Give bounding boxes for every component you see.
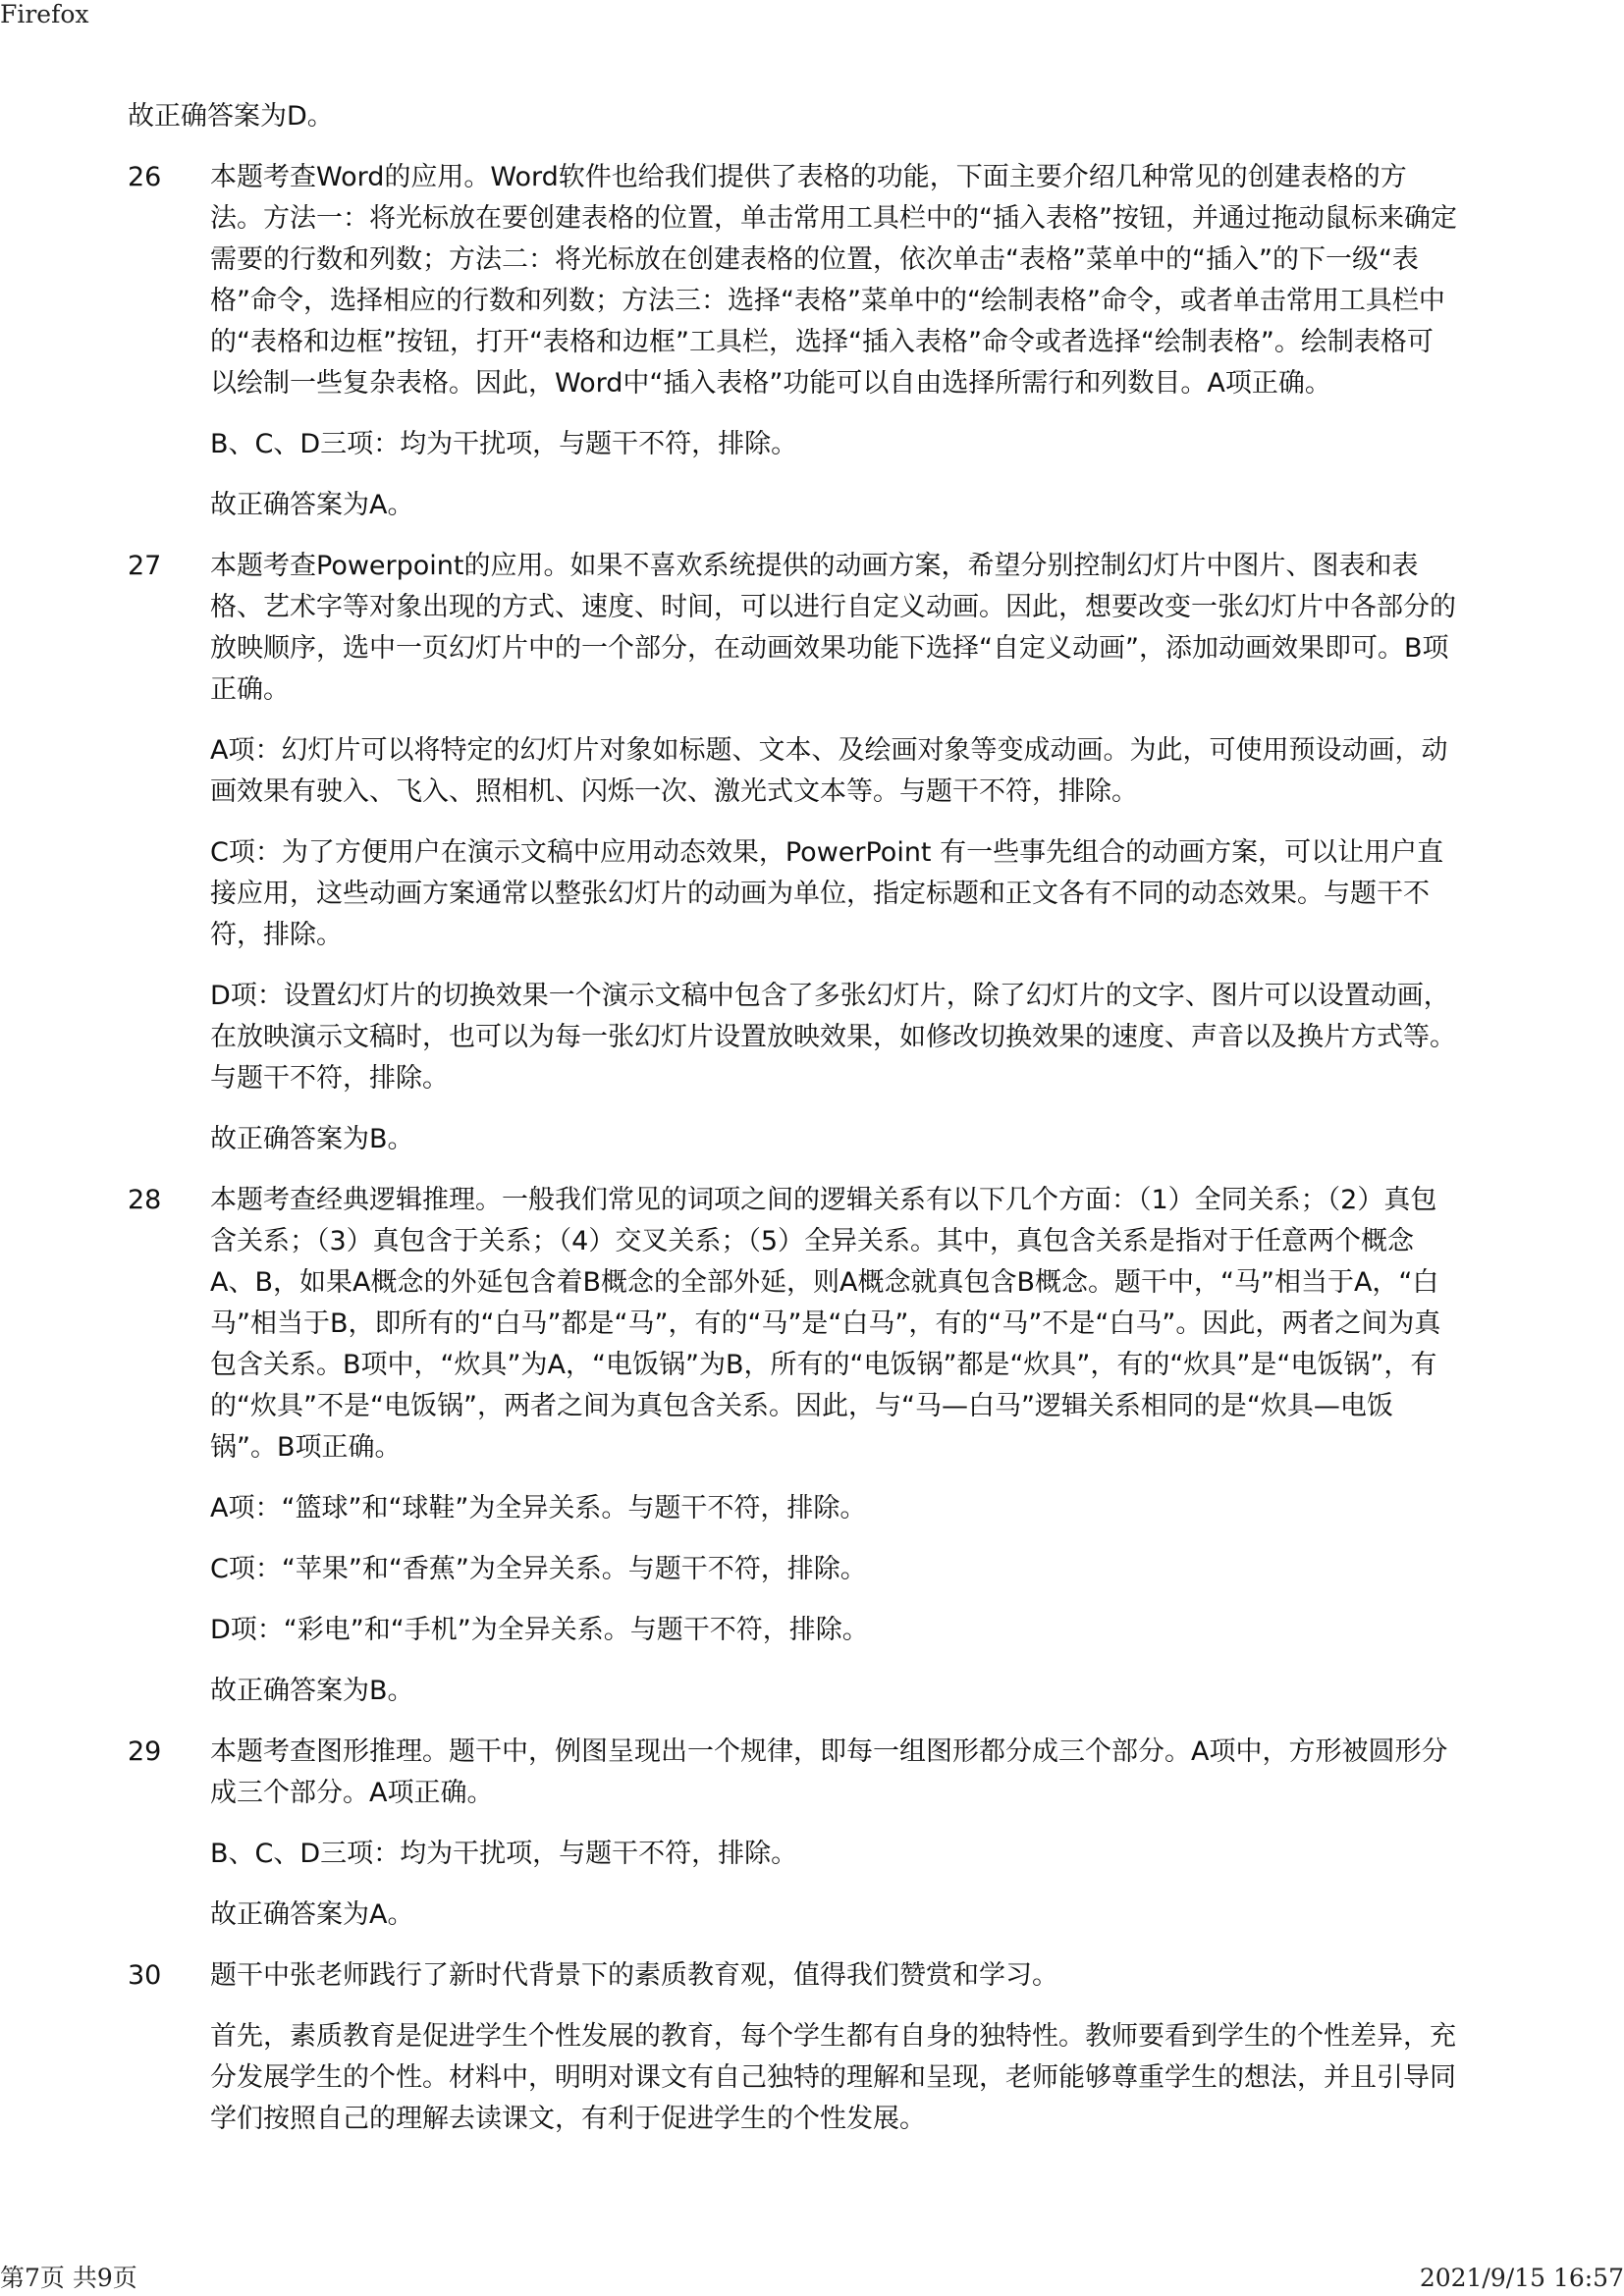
question-text: 本题考查Powerpoint的应用。如果不喜欢系统提供的动画方案，希望分别控制幻灯片中图片、图表和表格、艺术字等对象出现的方式、速度、时间，可以进行自定义动画。因此，想要改变一张幻灯片中各部分的放映顺序，选中一页幻灯片中的一个部分，在动画效果功能下选择“自定义动画”，添加动画效果即可。B项正确。 xyxy=(210,551,1456,705)
document-body xyxy=(128,96,1458,2160)
option-bcd: B、C、D三项：均为干扰项，与题干不符，排除。 xyxy=(210,1839,798,1869)
question-text: 题干中张老师践行了新时代背景下的素质教育观，值得我们赞赏和学习。 xyxy=(210,1960,1058,1991)
answer-line: 故正确答案为B。 xyxy=(210,1124,414,1154)
question-26 xyxy=(128,157,1458,404)
question-30 xyxy=(128,1955,1458,1997)
question-text: 本题考查经典逻辑推理。一般我们常见的词项之间的逻辑关系有以下几个方面：（1）全同关系；（2）真包含关系；（3）真包含于关系；（4）交叉关系；（5）全异关系。其中，真包含关系是指对于任意两个概念A、B，如果A概念的外延包含着B概念的全部外延，则A概念就真包含B概念。题干中，“马”相当于A，“白马”相当于B，即所有的“白马”都是“马”，有的“马”是“白马”，有的“马”不是“白马”。因此，两者之间为真包含关系。B项中，“炊具”为A，“电饭锅”为B，所有的“电饭锅”都是“炊具”，有的“炊具”是“电饭锅”，有的“炊具”不是“电饭锅”，两者之间为真包含关系。因此，与“马—白马”逻辑关系相同的是“炊具—电饭锅”。B项正确。 xyxy=(210,1185,1441,1463)
question-text: 本题考查Word的应用。Word软件也给我们提供了表格的功能，下面主要介绍几种常见的创建表格的方法。方法一：将光标放在要创建表格的位置，单击常用工具栏中的“插入表格”按钮，并通过拖动鼠标来确定需要的行数和列数；方法二：将光标放在创建表格的位置，依次单击“表格”菜单中的“插入”的下一级“表格”命令，选择相应的行数和列数；方法三：选择“表格”菜单中的“绘制表格”命令，或者单击常用工具栏中的“表格和边框”按钮，打开“表格和边框”工具栏，选择“插入表格”命令或者选择“绘制表格”。绘制表格可以绘制一些复杂表格。因此，Word中“插入表格”功能可以自由选择所需行和列数目。A项正确。 xyxy=(210,162,1457,399)
answer-line: 故正确答案为A。 xyxy=(210,490,414,520)
option-d: D项：“彩电”和“手机”为全异关系。与题干不符，排除。 xyxy=(210,1615,869,1645)
intro-answer: 故正确答案为D。 xyxy=(128,101,334,132)
question-number: 27 xyxy=(128,551,162,581)
option-d: D项：设置幻灯片的切换效果一个演示文稿中包含了多张幻灯片，除了幻灯片的文字、图片可以设置动画，在放映演示文稿时，也可以为每一张幻灯片设置放映效果，如修改切换效果的速度、声音以及换片方式等。与题干不符，排除。 xyxy=(210,981,1456,1094)
question-number: 29 xyxy=(128,1736,162,1767)
option-c: C项：为了方便用户在演示文稿中应用动态效果，PowerPoint 有一些事先组合的动画方案，可以让用户直接应用，这些动画方案通常以整张幻灯片的动画为单位，指定标题和正文各有不同的动态效果。与题干不符，排除。 xyxy=(210,837,1444,950)
option-a: A项：幻灯片可以将特定的幻灯片对象如标题、文本、及绘画对象等变成动画。为此，可使用预设动画，动画效果有驶入、飞入、照相机、闪烁一次、激光式文本等。与题干不符，排除。 xyxy=(210,735,1448,807)
question-27 xyxy=(128,546,1458,711)
option-bcd: B、C、D三项：均为干扰项，与题干不符，排除。 xyxy=(210,429,798,459)
question-number: 30 xyxy=(128,1960,162,1991)
analysis-paragraph: 首先，素质教育是促进学生个性发展的教育，每个学生都有自身的独特性。教师要看到学生的个性差异，充分发展学生的个性。材料中，明明对课文有自己独特的理解和呈现，老师能够尊重学生的想法，并且引导同学们按照自己的理解去读课文，有利于促进学生的个性发展。 xyxy=(210,2021,1456,2134)
answer-line: 故正确答案为A。 xyxy=(210,1899,414,1930)
question-29 xyxy=(128,1732,1458,1814)
question-number: 26 xyxy=(128,162,162,192)
print-header-browser: Firefox xyxy=(0,0,89,28)
question-number: 28 xyxy=(128,1185,162,1215)
question-28 xyxy=(128,1180,1458,1468)
option-a: A项：“篮球”和“球鞋”为全异关系。与题干不符，排除。 xyxy=(210,1493,867,1523)
answer-line: 故正确答案为B。 xyxy=(210,1676,414,1706)
question-text: 本题考查图形推理。题干中，例图呈现出一个规律，即每一组图形都分成三个部分。A项中，方形被圆形分成三个部分。A项正确。 xyxy=(210,1736,1448,1808)
print-datetime: 2021/9/15 16:57 xyxy=(1419,2264,1624,2292)
page-number: 第7页 共9页 xyxy=(0,2264,137,2292)
option-c: C项：“苹果”和“香蕉”为全异关系。与题干不符，排除。 xyxy=(210,1554,867,1584)
